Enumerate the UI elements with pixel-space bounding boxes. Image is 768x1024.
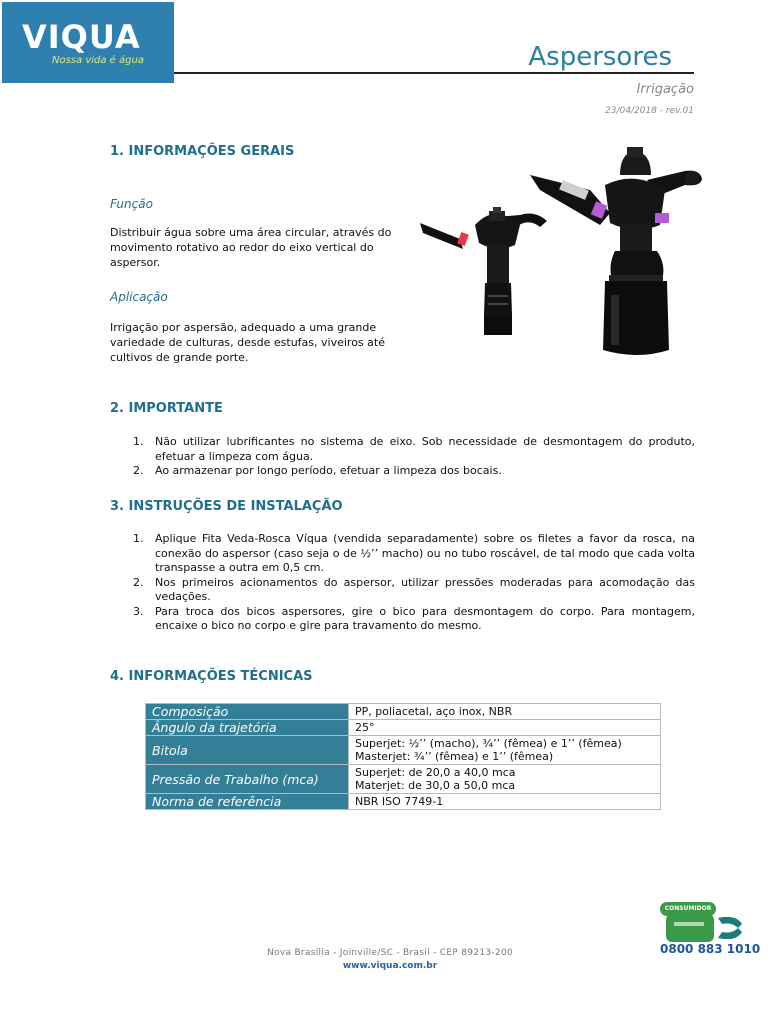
- list-item-text: Para troca dos bicos aspersores, gire o bico para desmontagem do corpo. Para montagem, encaixe o bico no corpo e gire para travamento do mesmo.: [155, 604, 695, 632]
- page-subtitle: Irrigação: [636, 82, 694, 97]
- brand-logo: [2, 2, 174, 83]
- sprinkler-product-image: [415, 145, 715, 360]
- brand-name: VIQUA: [22, 18, 141, 56]
- header-divider: [174, 72, 694, 74]
- list-item: [133, 532, 695, 576]
- technical-table: [145, 703, 661, 810]
- footer-address: Nova Brasília - Joinville/SC - Brasil - CEP 89213-200: [267, 948, 513, 958]
- small-sprinkler-shape: [420, 207, 547, 335]
- application-heading: Aplicação: [110, 290, 168, 304]
- page-title: Aspersores: [528, 42, 672, 72]
- list-item: [133, 464, 695, 479]
- footer-website-link[interactable]: www.viqua.com.br: [342, 961, 438, 971]
- table-row: [146, 794, 661, 810]
- table-key: Composição: [146, 704, 349, 720]
- revision-date: 23/04/2018 - rev.01: [605, 106, 694, 116]
- table-key: Bitola: [146, 736, 349, 765]
- table-row: [146, 720, 661, 736]
- list-item-text: Ao armazenar por longo período, efetuar a limpeza dos bocais.: [155, 464, 502, 477]
- table-value-line: Superjet: ½’’ (macho), ¾’’ (fêmea) e 1’’ (fêmea): [355, 737, 622, 750]
- list-item: [133, 435, 695, 464]
- table-key: Pressão de Trabalho (mca): [146, 765, 349, 794]
- list-item-number: 2.: [133, 464, 144, 477]
- consumer-service: [658, 898, 761, 960]
- table-row: [146, 765, 661, 794]
- table-value: [349, 765, 661, 794]
- list-item: [133, 605, 695, 634]
- table-key: Ângulo da trajetória: [146, 720, 349, 736]
- table-row: [146, 704, 661, 720]
- consumer-phone: 0800 883 1010: [660, 942, 761, 956]
- table-value: [349, 736, 661, 765]
- consumer-label: CONSUMIDOR: [660, 902, 716, 916]
- function-text: Distribuir água sobre uma área circular, através do movimento rotativo ao redor do eixo vertical do aspersor.: [110, 226, 392, 269]
- list-item-number: 3.: [133, 604, 144, 618]
- table-value: [349, 720, 661, 736]
- table-value-line: NBR ISO 7749-1: [355, 795, 444, 808]
- important-list: [133, 435, 695, 479]
- function-heading: Função: [110, 197, 153, 211]
- table-row: [146, 736, 661, 765]
- list-item-number: 1.: [133, 435, 144, 448]
- section-install-title: 3. INSTRUÇÕES DE INSTALAÇÃO: [110, 499, 343, 514]
- list-item-text: Nos primeiros acionamentos do aspersor, utilizar pressões moderadas para acomodação das vedações.: [155, 575, 695, 603]
- application-text: Irrigação por aspersão, adequado a uma grande variedade de culturas, desde estufas, viveiros até cultivos de grande porte.: [110, 321, 385, 364]
- table-value-line: Superjet: de 20,0 a 40,0 mca: [355, 766, 516, 779]
- table-value: [349, 794, 661, 810]
- section-important-title: 2. IMPORTANTE: [110, 401, 223, 416]
- table-key: Norma de referência: [146, 794, 349, 810]
- table-value-line: PP, poliacetal, aço inox, NBR: [355, 705, 513, 718]
- table-value: [349, 704, 661, 720]
- table-value-line: 25°: [355, 721, 375, 734]
- section-technical-title: 4. INFORMAÇÕES TÉCNICAS: [110, 669, 313, 684]
- list-item-text: Aplique Fita Veda-Rosca Víqua (vendida separadamente) sobre os filetes a favor da rosca, na conexão do aspersor (caso seja o de ½’’ macho) ou no tubo roscável, de tal modo que cada volta transpasse a outra em 0,5 cm.: [155, 532, 695, 574]
- list-item-text: Não utilizar lubrificantes no sistema de eixo. Sob necessidade de desmontagem do produto, efetuar a limpeza com água.: [155, 435, 695, 463]
- list-item: [133, 576, 695, 605]
- install-list: [133, 532, 695, 634]
- list-item-number: 1.: [133, 532, 144, 545]
- brand-tagline: Nossa vida é água: [52, 55, 144, 66]
- section-general-title: 1. INFORMAÇÕES GERAIS: [110, 144, 295, 159]
- phone-icon: [666, 914, 746, 944]
- table-value-line: Masterjet: ¾’’ (fêmea) e 1’’ (fêmea): [355, 750, 554, 763]
- large-sprinkler-shape: [530, 147, 702, 355]
- list-item-number: 2.: [133, 575, 144, 589]
- table-value-line: Materjet: de 30,0 a 50,0 mca: [355, 779, 516, 792]
